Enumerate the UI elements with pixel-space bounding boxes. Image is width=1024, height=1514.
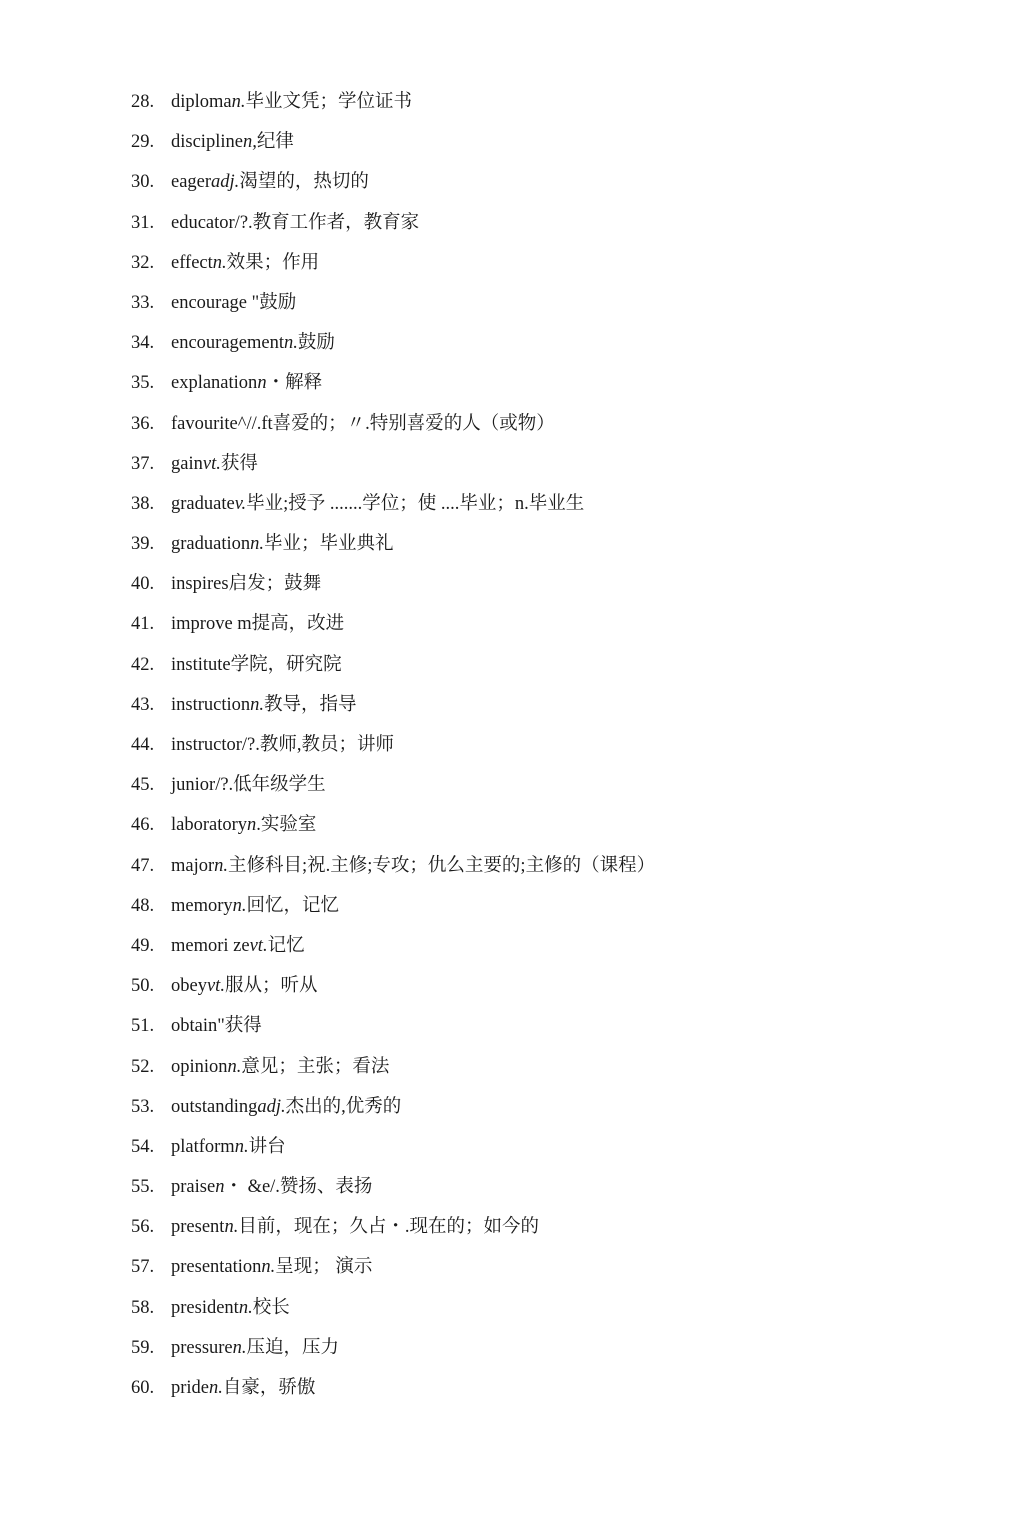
vocab-entry [131, 450, 655, 490]
entry-part-of-speech: n. [232, 895, 247, 916]
entry-definition: 服从；听从 [224, 976, 318, 997]
vocab-entry [131, 932, 655, 972]
entry-number: 56. [131, 1217, 155, 1238]
entry-definition: 获得 [224, 1016, 262, 1037]
entry-number: 55. [131, 1177, 155, 1198]
vocab-entry [131, 168, 655, 208]
entry-word: favourite^//.ft [171, 413, 273, 434]
entry-word: presentation [171, 1257, 262, 1278]
entry-definition: 鼓励 [259, 292, 297, 313]
entry-definition: 教师,教员；讲师 [259, 735, 395, 755]
entry-definition: 教育工作者，教育家 [252, 212, 420, 233]
entry-part-of-speech: v. [234, 493, 247, 514]
entry-number: 43. [131, 694, 155, 715]
entry-word: outstanding [171, 1096, 258, 1117]
entry-word: effect [171, 252, 213, 273]
entry-number: 44. [131, 735, 155, 755]
vocab-entry [131, 128, 655, 168]
entry-word: memory [171, 895, 233, 916]
vocab-entry [131, 1213, 655, 1253]
entry-number: 50. [131, 976, 155, 997]
entry-word: explanation [171, 373, 258, 394]
entry-part-of-speech: n. [232, 1337, 247, 1358]
vocab-entry [131, 1294, 655, 1334]
entry-number: 42. [131, 654, 155, 675]
entry-number: 51. [131, 1016, 155, 1037]
vocab-entry [131, 329, 655, 369]
entry-part-of-speech: n. [214, 855, 229, 876]
vocab-entry [131, 1053, 655, 1093]
entry-number: 32. [131, 252, 155, 273]
entry-number: 45. [131, 775, 155, 796]
vocab-entry [131, 249, 655, 289]
entry-word: encourage " [171, 292, 260, 313]
entry-part-of-speech: n, [242, 132, 257, 153]
entry-number: 54. [131, 1136, 155, 1157]
entry-number: 40. [131, 574, 155, 595]
entry-word: platform [171, 1136, 235, 1157]
entry-number: 47. [131, 855, 155, 876]
entry-number: 48. [131, 895, 155, 916]
entry-definition: 自豪，骄傲 [222, 1378, 316, 1398]
entry-definition: 毕业；毕业典礼 [264, 534, 394, 555]
entry-word: present [171, 1217, 225, 1238]
entry-word: institute [171, 654, 231, 675]
entry-definition: 校长 [252, 1297, 290, 1318]
entry-word: pride [171, 1378, 210, 1398]
entry-word: junior/?. [171, 775, 234, 796]
entry-definition: 主修科目;祝.主修;专攻；仇么主要的;主修的（课程） [228, 855, 656, 876]
vocabulary-list [131, 88, 655, 1414]
entry-word: instructor/?. [171, 735, 260, 755]
entry-word: improve m [171, 614, 252, 635]
entry-definition: 渴望的，热切的 [239, 172, 369, 193]
vocab-entry [131, 209, 655, 249]
entry-number: 34. [131, 333, 155, 354]
entry-word: obey [171, 976, 207, 997]
entry-definition: 效果；作用 [226, 252, 320, 273]
entry-part-of-speech: n. [250, 534, 264, 555]
entry-word: eager [171, 172, 212, 193]
entry-definition: 纪律 [256, 132, 294, 153]
entry-part-of-speech: n. [212, 252, 227, 273]
entry-part-of-speech: n [215, 1177, 225, 1198]
entry-definition: 呈现； 演示 [275, 1257, 373, 1278]
entry-word: obtain" [171, 1016, 225, 1037]
entry-word: discipline [171, 132, 243, 153]
vocab-entry [131, 410, 655, 450]
entry-part-of-speech: n. [250, 694, 265, 715]
entry-definition: 学院，研究院 [230, 654, 342, 675]
entry-word: laboratory [171, 815, 248, 836]
entry-part-of-speech: n. [209, 1378, 223, 1398]
entry-number: 53. [131, 1096, 155, 1117]
entry-number: 46. [131, 815, 155, 836]
entry-definition: 获得 [220, 453, 258, 474]
entry-definition: 提高，改进 [251, 614, 345, 635]
entry-number: 38. [131, 493, 155, 514]
entry-definition: 鼓励 [297, 333, 335, 354]
entry-number: 57. [131, 1257, 155, 1278]
vocab-entry [131, 852, 655, 892]
entry-definition: 毕业;授予 .......学位；使 ....毕业；n.毕业生 [246, 493, 585, 514]
entry-part-of-speech: n. [231, 92, 246, 112]
entry-definition: 杰出的,优秀的 [285, 1096, 402, 1117]
entry-definition: .实验室 [256, 815, 317, 836]
entry-part-of-speech: n. [284, 333, 298, 354]
entry-definition: 毕业文凭；学位证书 [245, 92, 413, 112]
entry-definition: 低年级学生 [233, 775, 326, 796]
vocab-entry [131, 610, 655, 650]
entry-word: major [171, 855, 215, 876]
entry-definition: ・解释 [266, 373, 323, 394]
vocab-entry [131, 1173, 655, 1213]
entry-part-of-speech: n [247, 815, 257, 836]
vocab-entry [131, 1133, 655, 1173]
vocab-entry [131, 892, 655, 932]
entry-word: gain [171, 453, 203, 474]
entry-part-of-speech: adj. [257, 1096, 286, 1117]
entry-number: 31. [131, 212, 155, 233]
entry-word: diploma [171, 92, 232, 112]
vocab-entry [131, 1012, 655, 1052]
entry-number: 41. [131, 614, 155, 635]
entry-part-of-speech: n. [238, 1297, 253, 1318]
entry-word: praise [171, 1177, 216, 1198]
entry-number: 33. [131, 292, 155, 313]
entry-number: 52. [131, 1056, 155, 1077]
entry-part-of-speech: n [257, 373, 267, 394]
entry-number: 30. [131, 172, 155, 193]
entry-part-of-speech: adj. [211, 172, 240, 193]
vocab-entry [131, 88, 655, 128]
entry-definition: 意见；主张；看法 [241, 1056, 390, 1077]
entry-part-of-speech: n. [224, 1217, 239, 1238]
entry-definition: 教导，指导 [264, 694, 357, 715]
entry-part-of-speech: vt. [202, 453, 221, 474]
entry-definition: 记忆 [267, 935, 305, 956]
vocab-entry [131, 530, 655, 570]
entry-definition: 喜爱的；〃.特别喜爱的人（或物） [272, 413, 555, 434]
entry-word: encouragement [171, 333, 284, 354]
entry-word: graduation [171, 534, 251, 555]
entry-number: 29. [131, 132, 155, 153]
vocab-entry [131, 1374, 655, 1414]
vocab-entry [131, 570, 655, 610]
vocab-entry [131, 490, 655, 530]
entry-part-of-speech: n. [234, 1136, 249, 1157]
vocab-entry [131, 651, 655, 691]
vocab-entry [131, 1253, 655, 1293]
entry-part-of-speech: vt. [249, 935, 268, 956]
entry-number: 28. [131, 92, 155, 112]
entry-definition: 启发；鼓舞 [228, 574, 322, 595]
entry-number: 37. [131, 453, 155, 474]
entry-word: educator/?. [171, 212, 253, 233]
vocab-entry [131, 811, 655, 851]
entry-definition: 压迫，压力 [246, 1337, 340, 1358]
entry-part-of-speech: n. [227, 1056, 242, 1077]
entry-number: 36. [131, 413, 155, 434]
vocab-entry [131, 972, 655, 1012]
vocab-entry [131, 1093, 655, 1133]
entry-word: opinion [171, 1056, 228, 1077]
vocab-entry [131, 289, 655, 329]
entry-number: 58. [131, 1297, 155, 1318]
entry-word: graduate [171, 493, 235, 514]
entry-definition: 目前，现在；久占・.现在的；如今的 [238, 1217, 539, 1238]
entry-definition: ・ &e/.赞扬、表扬 [224, 1177, 373, 1198]
vocab-entry [131, 731, 655, 771]
entry-definition: 讲台 [248, 1136, 286, 1157]
vocab-entry [131, 1334, 655, 1374]
entry-word: memori ze [171, 935, 250, 956]
entry-part-of-speech: vt. [206, 976, 225, 997]
entry-word: pressure [171, 1337, 233, 1358]
entry-part-of-speech: n. [261, 1257, 276, 1278]
entry-number: 59. [131, 1337, 155, 1358]
vocab-entry [131, 771, 655, 811]
entry-word: inspires [171, 574, 229, 595]
vocab-entry [131, 369, 655, 409]
entry-number: 35. [131, 373, 155, 394]
entry-number: 49. [131, 935, 155, 956]
entry-definition: 回忆，记忆 [246, 895, 340, 916]
vocab-entry [131, 691, 655, 731]
entry-word: president [171, 1297, 239, 1318]
entry-number: 39. [131, 534, 155, 555]
entry-number: 60. [131, 1378, 155, 1398]
entry-word: instruction [171, 694, 251, 715]
